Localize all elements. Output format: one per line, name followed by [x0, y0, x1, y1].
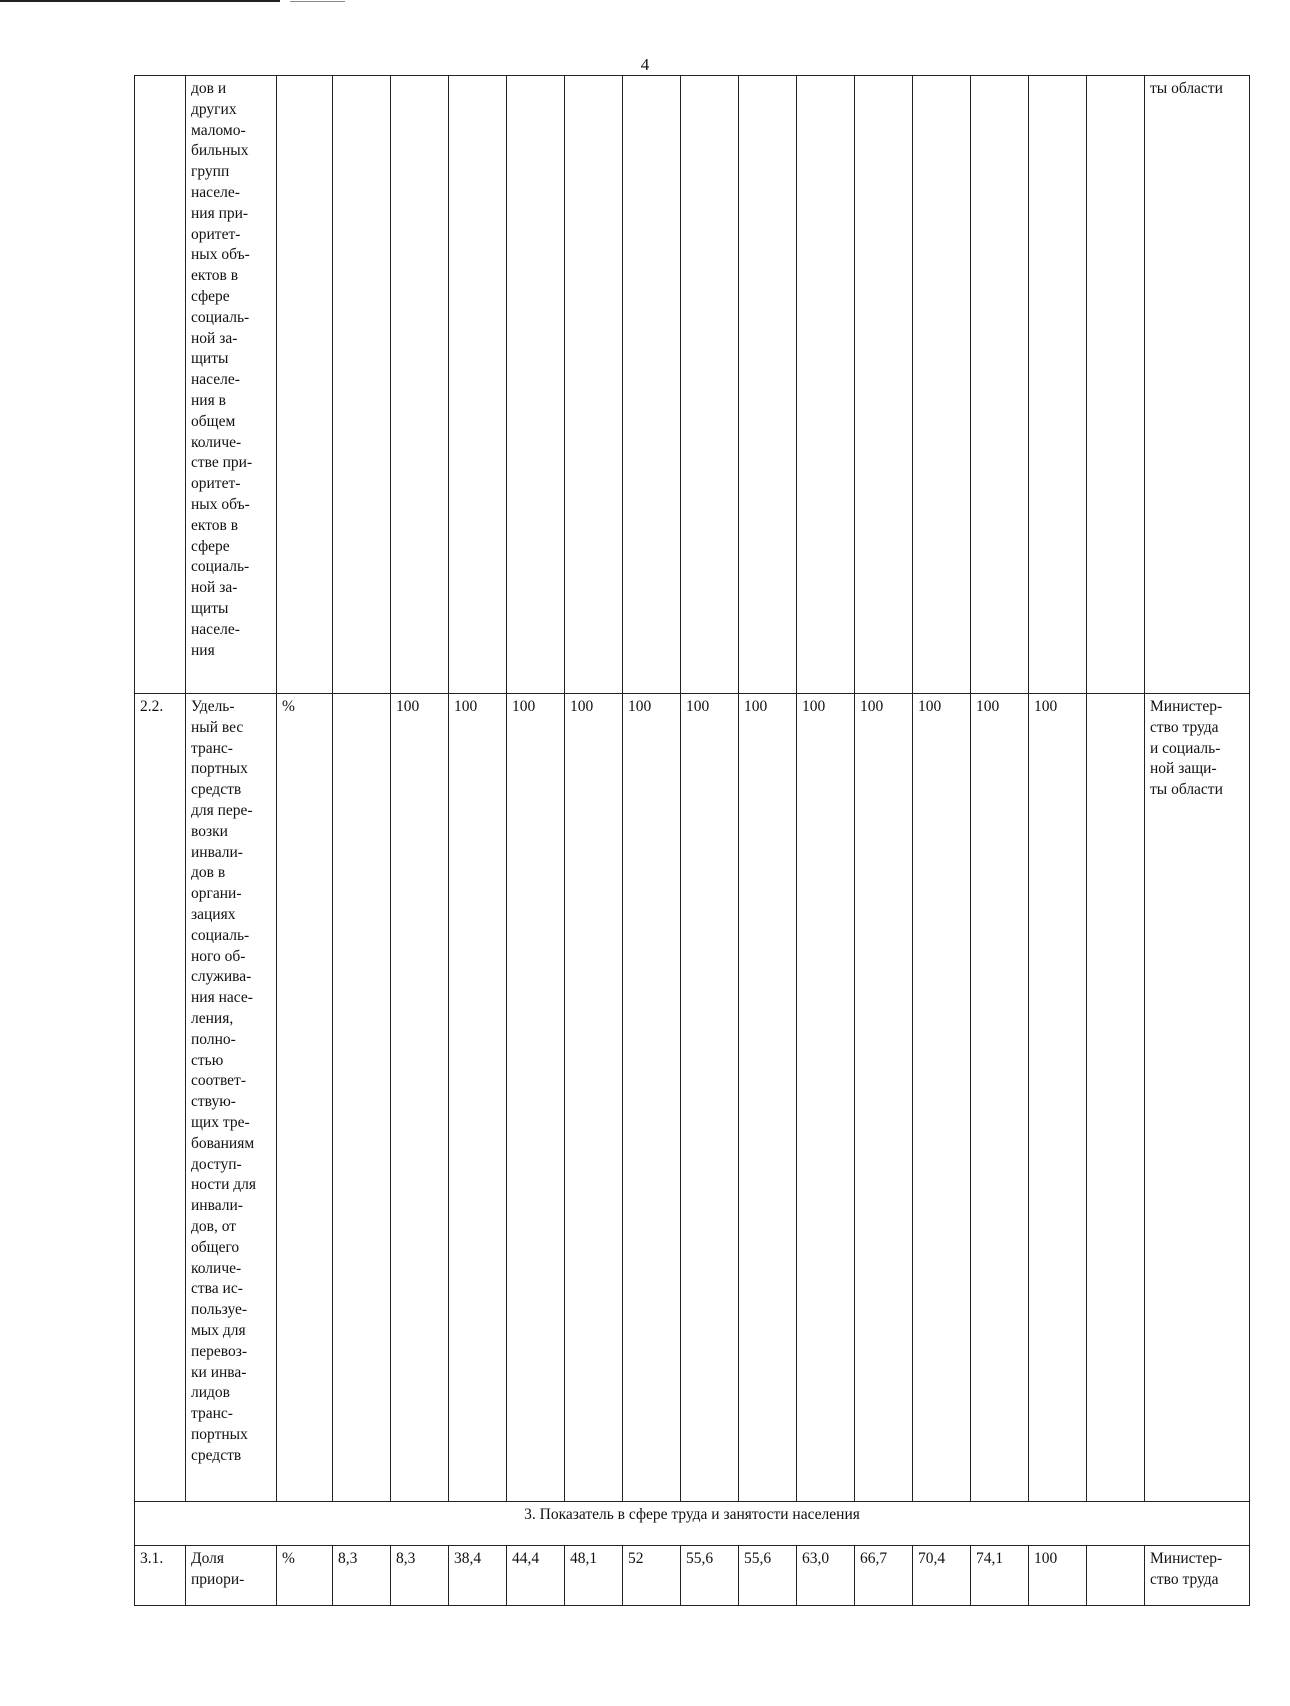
- responsible: [1145, 76, 1250, 694]
- text-line: перевоз-: [191, 1342, 248, 1360]
- row-number: [135, 76, 186, 694]
- text-line: портных: [191, 1425, 248, 1443]
- value-cell: [507, 76, 565, 694]
- text-line: сфере: [191, 537, 230, 555]
- indicator-name-lines: [191, 79, 271, 661]
- text-line: ления,: [191, 1009, 234, 1027]
- indicator-name: [186, 76, 277, 694]
- table-body: [135, 76, 1250, 1606]
- text-line: транс-: [191, 1405, 233, 1423]
- value-cell: [913, 76, 971, 694]
- text-line: органи-: [191, 885, 242, 903]
- unit: %: [277, 694, 333, 1502]
- text-line: общего: [191, 1238, 240, 1256]
- value-cell: [333, 694, 391, 1502]
- text-line: стве при-: [191, 454, 253, 472]
- text-line: ки инва-: [191, 1363, 247, 1381]
- responsible-lines: [1150, 1549, 1244, 1591]
- text-line: щиты: [191, 350, 229, 368]
- row-number: 2.2.: [135, 694, 186, 1502]
- value-cell: 55,6: [739, 1546, 797, 1606]
- value-cell: [1087, 1546, 1145, 1606]
- text-line: мых для: [191, 1321, 246, 1339]
- value-cell: 66,7: [855, 1546, 913, 1606]
- text-line: количе-: [191, 1259, 242, 1277]
- text-line: общем: [191, 412, 236, 430]
- text-line: ния насе-: [191, 989, 253, 1007]
- text-line: групп: [191, 163, 230, 181]
- text-line: лидов: [191, 1384, 230, 1402]
- text-line: ного об-: [191, 947, 246, 965]
- responsible-lines: [1150, 697, 1244, 801]
- top-scan-rule: [0, 0, 280, 2]
- text-line: ный вес: [191, 718, 244, 736]
- value-cell: [1087, 76, 1145, 694]
- value-cell: 100: [623, 694, 681, 1502]
- text-line: ство труда: [1150, 1570, 1219, 1588]
- text-line: приори-: [191, 1570, 245, 1588]
- value-cell: 100: [971, 694, 1029, 1502]
- text-line: оритет-: [191, 475, 241, 493]
- text-line: стью: [191, 1051, 224, 1069]
- text-line: возки: [191, 822, 228, 840]
- text-line: соответ-: [191, 1072, 246, 1090]
- text-line: Доля: [191, 1550, 224, 1567]
- value-cell: 100: [1029, 694, 1087, 1502]
- value-cell: 8,3: [333, 1546, 391, 1606]
- text-line: и социаль-: [1150, 739, 1221, 757]
- text-line: инвали-: [191, 1197, 243, 1215]
- value-cell: 55,6: [681, 1546, 739, 1606]
- text-line: сфере: [191, 287, 230, 305]
- value-cell: 100: [797, 694, 855, 1502]
- text-line: социаль-: [191, 926, 250, 944]
- text-line: портных: [191, 760, 248, 778]
- text-line: щих тре-: [191, 1113, 250, 1131]
- indicator-name-lines: [191, 697, 271, 1466]
- section-row: [135, 1502, 1250, 1546]
- value-cell: [797, 76, 855, 694]
- text-line: населе-: [191, 620, 240, 638]
- table-row-continued: [135, 76, 1250, 694]
- text-line: ния: [191, 641, 215, 659]
- value-cell: [565, 76, 623, 694]
- value-cell: 100: [565, 694, 623, 1502]
- value-cell: 48,1: [565, 1546, 623, 1606]
- text-line: ствую-: [191, 1093, 236, 1111]
- responsible: [1145, 694, 1250, 1502]
- text-line: ство труда: [1150, 718, 1219, 736]
- value-cell: 8,3: [391, 1546, 449, 1606]
- row-number: 3.1.: [135, 1546, 186, 1606]
- text-line: дов, от: [191, 1217, 237, 1235]
- text-line: социаль-: [191, 558, 250, 576]
- text-line: ности для: [191, 1176, 257, 1194]
- value-cell: [449, 76, 507, 694]
- text-line: населе-: [191, 183, 240, 201]
- value-cell: [971, 76, 1029, 694]
- text-line: служива-: [191, 968, 252, 986]
- indicator-name: [186, 1546, 277, 1606]
- value-cell: [681, 76, 739, 694]
- text-line: зациях: [191, 905, 236, 923]
- value-cell: 100: [739, 694, 797, 1502]
- text-line: населе-: [191, 371, 240, 389]
- text-line: социаль-: [191, 308, 250, 326]
- value-cell: 100: [391, 694, 449, 1502]
- text-line: доступ-: [191, 1155, 242, 1173]
- value-cell: 63,0: [797, 1546, 855, 1606]
- text-line: Министер-: [1150, 1550, 1223, 1567]
- text-line: дов в: [191, 864, 226, 882]
- text-line: щиты: [191, 599, 229, 617]
- page-number: 4: [640, 55, 650, 74]
- value-cell: 74,1: [971, 1546, 1029, 1606]
- value-cell: 70,4: [913, 1546, 971, 1606]
- top-scan-mark: [290, 1, 345, 2]
- text-line: ных объ-: [191, 495, 250, 513]
- value-cell: 100: [855, 694, 913, 1502]
- value-cell: [391, 76, 449, 694]
- responsible-lines: [1150, 79, 1244, 100]
- text-line: оритет-: [191, 225, 241, 243]
- text-line: дов и: [191, 80, 227, 97]
- table-row-3-1: [135, 1546, 1250, 1606]
- text-line: ты области: [1150, 80, 1223, 97]
- value-cell: 100: [449, 694, 507, 1502]
- text-line: ной защи-: [1150, 760, 1217, 778]
- text-line: ектов в: [191, 516, 239, 534]
- value-cell: [739, 76, 797, 694]
- section-header: 3. Показатель в сфере труда и занятости населения: [135, 1502, 1250, 1546]
- value-cell: 38,4: [449, 1546, 507, 1606]
- value-cell: [623, 76, 681, 694]
- text-line: бованиям: [191, 1134, 255, 1152]
- text-line: средств: [191, 781, 242, 799]
- text-line: Удель-: [191, 698, 235, 715]
- value-cell: 52: [623, 1546, 681, 1606]
- responsible: [1145, 1546, 1250, 1606]
- text-line: ния при-: [191, 204, 249, 222]
- text-line: средств: [191, 1446, 242, 1464]
- value-cell: 100: [681, 694, 739, 1502]
- text-line: количе-: [191, 433, 242, 451]
- text-line: полно-: [191, 1030, 236, 1048]
- value-cell: 100: [507, 694, 565, 1502]
- value-cell: 100: [913, 694, 971, 1502]
- value-cell: 100: [1029, 1546, 1087, 1606]
- text-line: бильных: [191, 142, 249, 160]
- text-line: Министер-: [1150, 698, 1223, 715]
- unit: %: [277, 1546, 333, 1606]
- value-cell: [855, 76, 913, 694]
- text-line: инвали-: [191, 843, 243, 861]
- text-line: ной за-: [191, 579, 238, 597]
- unit: [277, 76, 333, 694]
- indicators-table: [134, 75, 1250, 1606]
- text-line: ных объ-: [191, 246, 250, 264]
- text-line: ной за-: [191, 329, 238, 347]
- indicator-name: [186, 694, 277, 1502]
- value-cell: [1029, 76, 1087, 694]
- text-line: ектов в: [191, 267, 239, 285]
- text-line: ства ис-: [191, 1280, 243, 1298]
- text-line: для пере-: [191, 801, 253, 819]
- text-line: транс-: [191, 739, 233, 757]
- value-cell: 44,4: [507, 1546, 565, 1606]
- text-line: других: [191, 100, 237, 118]
- text-line: ты области: [1150, 781, 1223, 799]
- indicator-name-lines: [191, 1549, 271, 1591]
- text-line: пользуе-: [191, 1301, 248, 1319]
- value-cell: [333, 76, 391, 694]
- text-line: ния в: [191, 391, 226, 409]
- table-row-2-2: [135, 694, 1250, 1502]
- text-line: маломо-: [191, 121, 246, 139]
- value-cell: [1087, 694, 1145, 1502]
